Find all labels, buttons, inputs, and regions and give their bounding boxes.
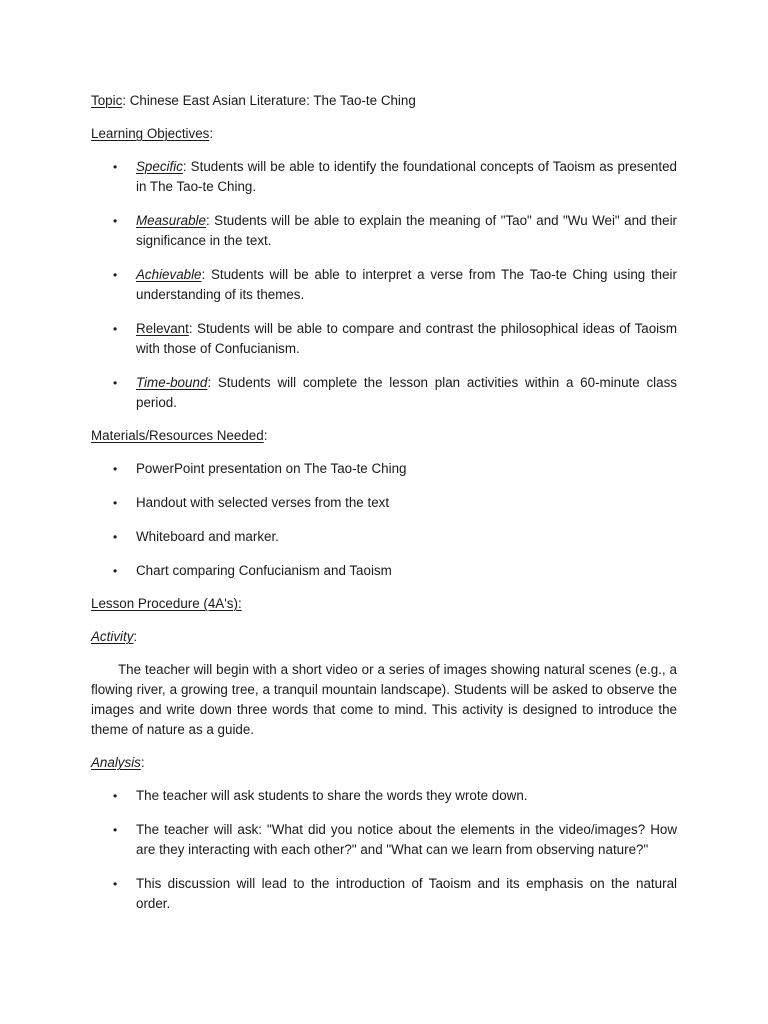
analysis-text: The teacher will ask students to share the words they wrote down. (136, 788, 528, 803)
analysis-text: This discussion will lead to the introduction of Taoism and its emphasis on the natural order. (136, 876, 677, 911)
bullet-icon: • (113, 322, 118, 336)
objective-term: Achievable (136, 267, 202, 282)
bullet-icon: • (113, 214, 118, 228)
materials-heading (91, 426, 677, 446)
material-text: Whiteboard and marker. (136, 529, 279, 544)
list-item (91, 561, 677, 581)
list-item (91, 874, 677, 914)
materials-list (91, 459, 677, 581)
list-item (91, 157, 677, 197)
procedure-heading (91, 594, 677, 614)
material-text: PowerPoint presentation on The Tao-te Ching (136, 461, 407, 476)
objective-term: Relevant (136, 321, 189, 336)
list-item (91, 319, 677, 359)
bullet-icon: • (113, 496, 118, 510)
activity-colon: : (133, 629, 138, 644)
bullet-icon: • (113, 823, 118, 837)
activity-paragraph: The teacher will begin with a short video or a series of images showing natural scenes (e.g., a flowing river, a growing tree, a tranquil mountain landscape). Students will be asked to observe the images and write down three words that come to mind. This activity is designed to introduce the theme of nature as a guide. (91, 662, 677, 737)
material-text: Handout with selected verses from the text (136, 495, 390, 510)
learning-objectives-label: Learning Objectives (91, 126, 210, 141)
topic-value: Chinese East Asian Literature: The Tao-te Ching (129, 93, 416, 108)
list-item (91, 820, 677, 860)
analysis-colon: : (140, 755, 145, 770)
activity-heading (91, 627, 677, 647)
activity-label: Activity (91, 629, 134, 644)
analysis-list (91, 786, 677, 914)
list-item (91, 459, 677, 479)
objective-term: Specific (136, 159, 183, 174)
list-item (91, 527, 677, 547)
objective-term: Measurable (136, 213, 206, 228)
bullet-icon: • (113, 268, 118, 282)
objective-text: : Students will be able to identify the foundational concepts of Taoism as presented in The Tao-te Ching. (136, 159, 677, 194)
analysis-label: Analysis (91, 755, 141, 770)
topic-label: Topic (91, 93, 123, 108)
objective-text: : Students will be able to compare and contrast the philosophical ideas of Taoism with those of Confucianism. (136, 321, 677, 356)
procedure-label: Lesson Procedure (4A's): (91, 596, 242, 611)
bullet-icon: • (113, 877, 118, 891)
bullet-icon: • (113, 564, 118, 578)
objective-text: : Students will be able to interpret a verse from The Tao-te Ching using their understanding of its themes. (136, 267, 677, 302)
objective-text: : Students will be able to explain the meaning of "Tao" and "Wu Wei" and their significance in the text. (136, 213, 677, 248)
bullet-icon: • (113, 530, 118, 544)
bullet-icon: • (113, 789, 118, 803)
learning-objectives-colon: : (209, 126, 214, 141)
topic-separator: : (122, 93, 130, 108)
bullet-icon: • (113, 376, 118, 390)
materials-label: Materials/Resources Needed (91, 428, 264, 443)
bullet-icon: • (113, 462, 118, 476)
list-item (91, 493, 677, 513)
list-item (91, 786, 677, 806)
analysis-text: The teacher will ask: "What did you notice about the elements in the video/images? How are they interacting with each other?" and "What can we learn from observing nature?" (136, 822, 677, 857)
analysis-heading (91, 753, 677, 773)
bullet-icon: • (113, 160, 118, 174)
list-item (91, 373, 677, 413)
learning-objectives-list (91, 157, 677, 413)
objective-term: Time-bound (136, 375, 208, 390)
objective-text: : Students will complete the lesson plan activities within a 60-minute class period. (136, 375, 677, 410)
topic-line (91, 91, 677, 111)
materials-colon: : (263, 428, 268, 443)
list-item (91, 211, 677, 251)
list-item (91, 265, 677, 305)
learning-objectives-heading (91, 124, 677, 144)
material-text: Chart comparing Confucianism and Taoism (136, 563, 392, 578)
